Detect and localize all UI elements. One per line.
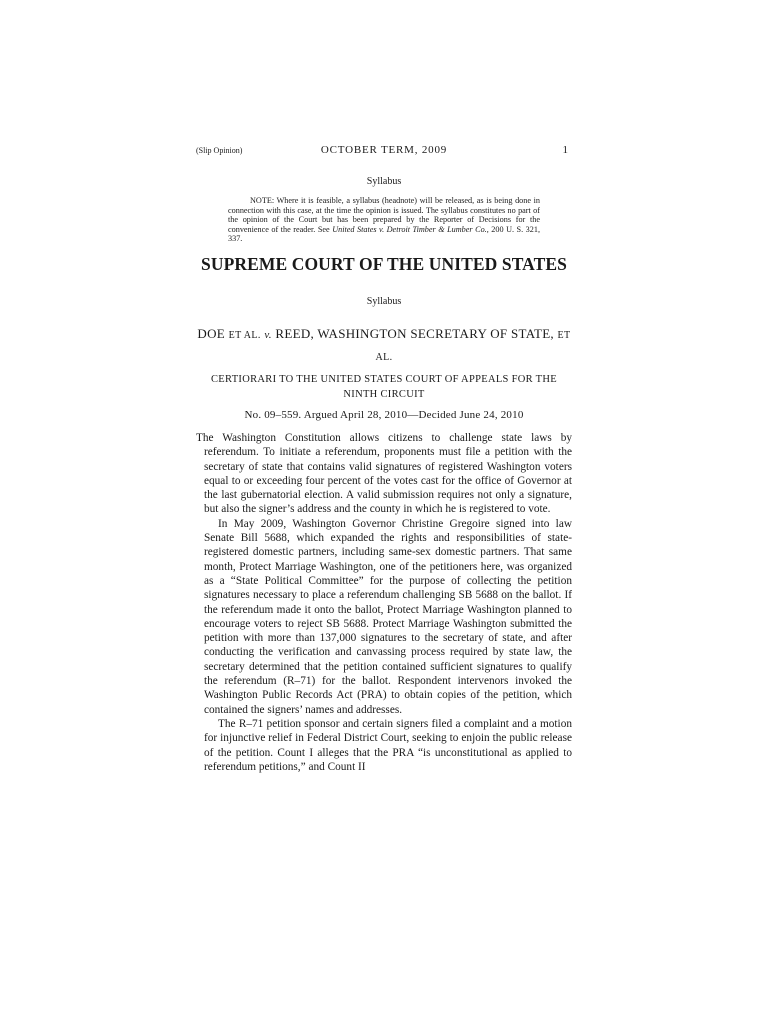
note-text: NOTE: Where it is feasible, a syllabus (headnote) will be released, as is being done in connection with this case, at the time the opinion is issued. The syllabus constitutes no part of the opinion of the Court but has been prepared by the Reporter of Decisions for the convenience of the reader. See bbox=[228, 196, 540, 234]
slip-opinion-label: (Slip Opinion) bbox=[196, 146, 243, 155]
reporter-note bbox=[228, 196, 540, 244]
syllabus-heading-top: Syllabus bbox=[366, 176, 402, 187]
respondent-name: REED, WASHINGTON SECRETARY OF STATE, bbox=[275, 326, 554, 341]
slip-opinion-page bbox=[196, 0, 572, 1024]
case-caption bbox=[196, 324, 572, 368]
et-al-respondent: ET AL. bbox=[375, 330, 571, 363]
syllabus-body bbox=[196, 431, 572, 774]
term-label: OCTOBER TERM, 2009 bbox=[320, 144, 448, 156]
versus: v. bbox=[264, 329, 272, 341]
paragraph-3: The R–71 petition sponsor and certain signers filed a complaint and a motion for injunctive relief in Federal District Court, seeking to enjoin the public release of the petition. Count I alleges that the PRA “is unconstitutional as applied to referendum petitions,” and Count II bbox=[204, 717, 572, 773]
paragraph-2: In May 2009, Washington Governor Christine Gregoire signed into law Senate Bill 5688, which expanded the rights and responsibilities of state-registered domestic partners, including same-sex domestic partners. That same month, Protect Marriage Washington, one of the petitioners here, was organized as a “State Political Committee” for the purpose of collecting the petition signatures necessary to place a referendum challenging SB 5688 on the ballot. If the referendum made it onto the ballot, Protect Marriage Washington planned to encourage voters to reject SB 5688. Protect Marriage Washington submitted the petition with more than 137,000 signatures to the secretary of state, and after conducting the verification and canvassing process required by state law, the secretary determined that the petition contained sufficient signatures to qualify the referendum (R–71) for the ballot. Respondent intervenors invoked the Washington Public Records Act (PRA) to obtain copies of the petition, which contained the signers’ names and addresses. bbox=[204, 517, 572, 716]
note-citation: , 200 U. S. 321, 337. bbox=[228, 224, 540, 244]
page-number: 1 bbox=[562, 144, 568, 156]
certiorari-line: CERTIORARI TO THE UNITED STATES COURT OF APPEALS FOR THE NINTH CIRCUIT bbox=[211, 374, 557, 400]
page-header bbox=[196, 144, 572, 158]
syllabus-heading: Syllabus bbox=[366, 296, 402, 307]
court-name: SUPREME COURT OF THE UNITED STATES bbox=[201, 254, 567, 274]
petitioner-name: DOE bbox=[197, 326, 226, 341]
note-case-name: United States v. Detroit Timber & Lumber Co. bbox=[332, 224, 487, 234]
docket-line: No. 09–559. Argued April 28, 2010—Decided June 24, 2010 bbox=[244, 409, 524, 421]
et-al-petitioner: ET AL. bbox=[228, 330, 261, 341]
paragraph-1: The Washington Constitution allows citizens to challenge state laws by referendum. To initiate a referendum, proponents must file a petition with the secretary of state that contains valid signatures of registered Washington voters equal to or exceeding four percent of the votes cast for the office of Governor at the last gubernatorial election. A valid submission requires not only a signature, but also the signer’s address and the county in which he is registered to vote. bbox=[196, 432, 572, 516]
